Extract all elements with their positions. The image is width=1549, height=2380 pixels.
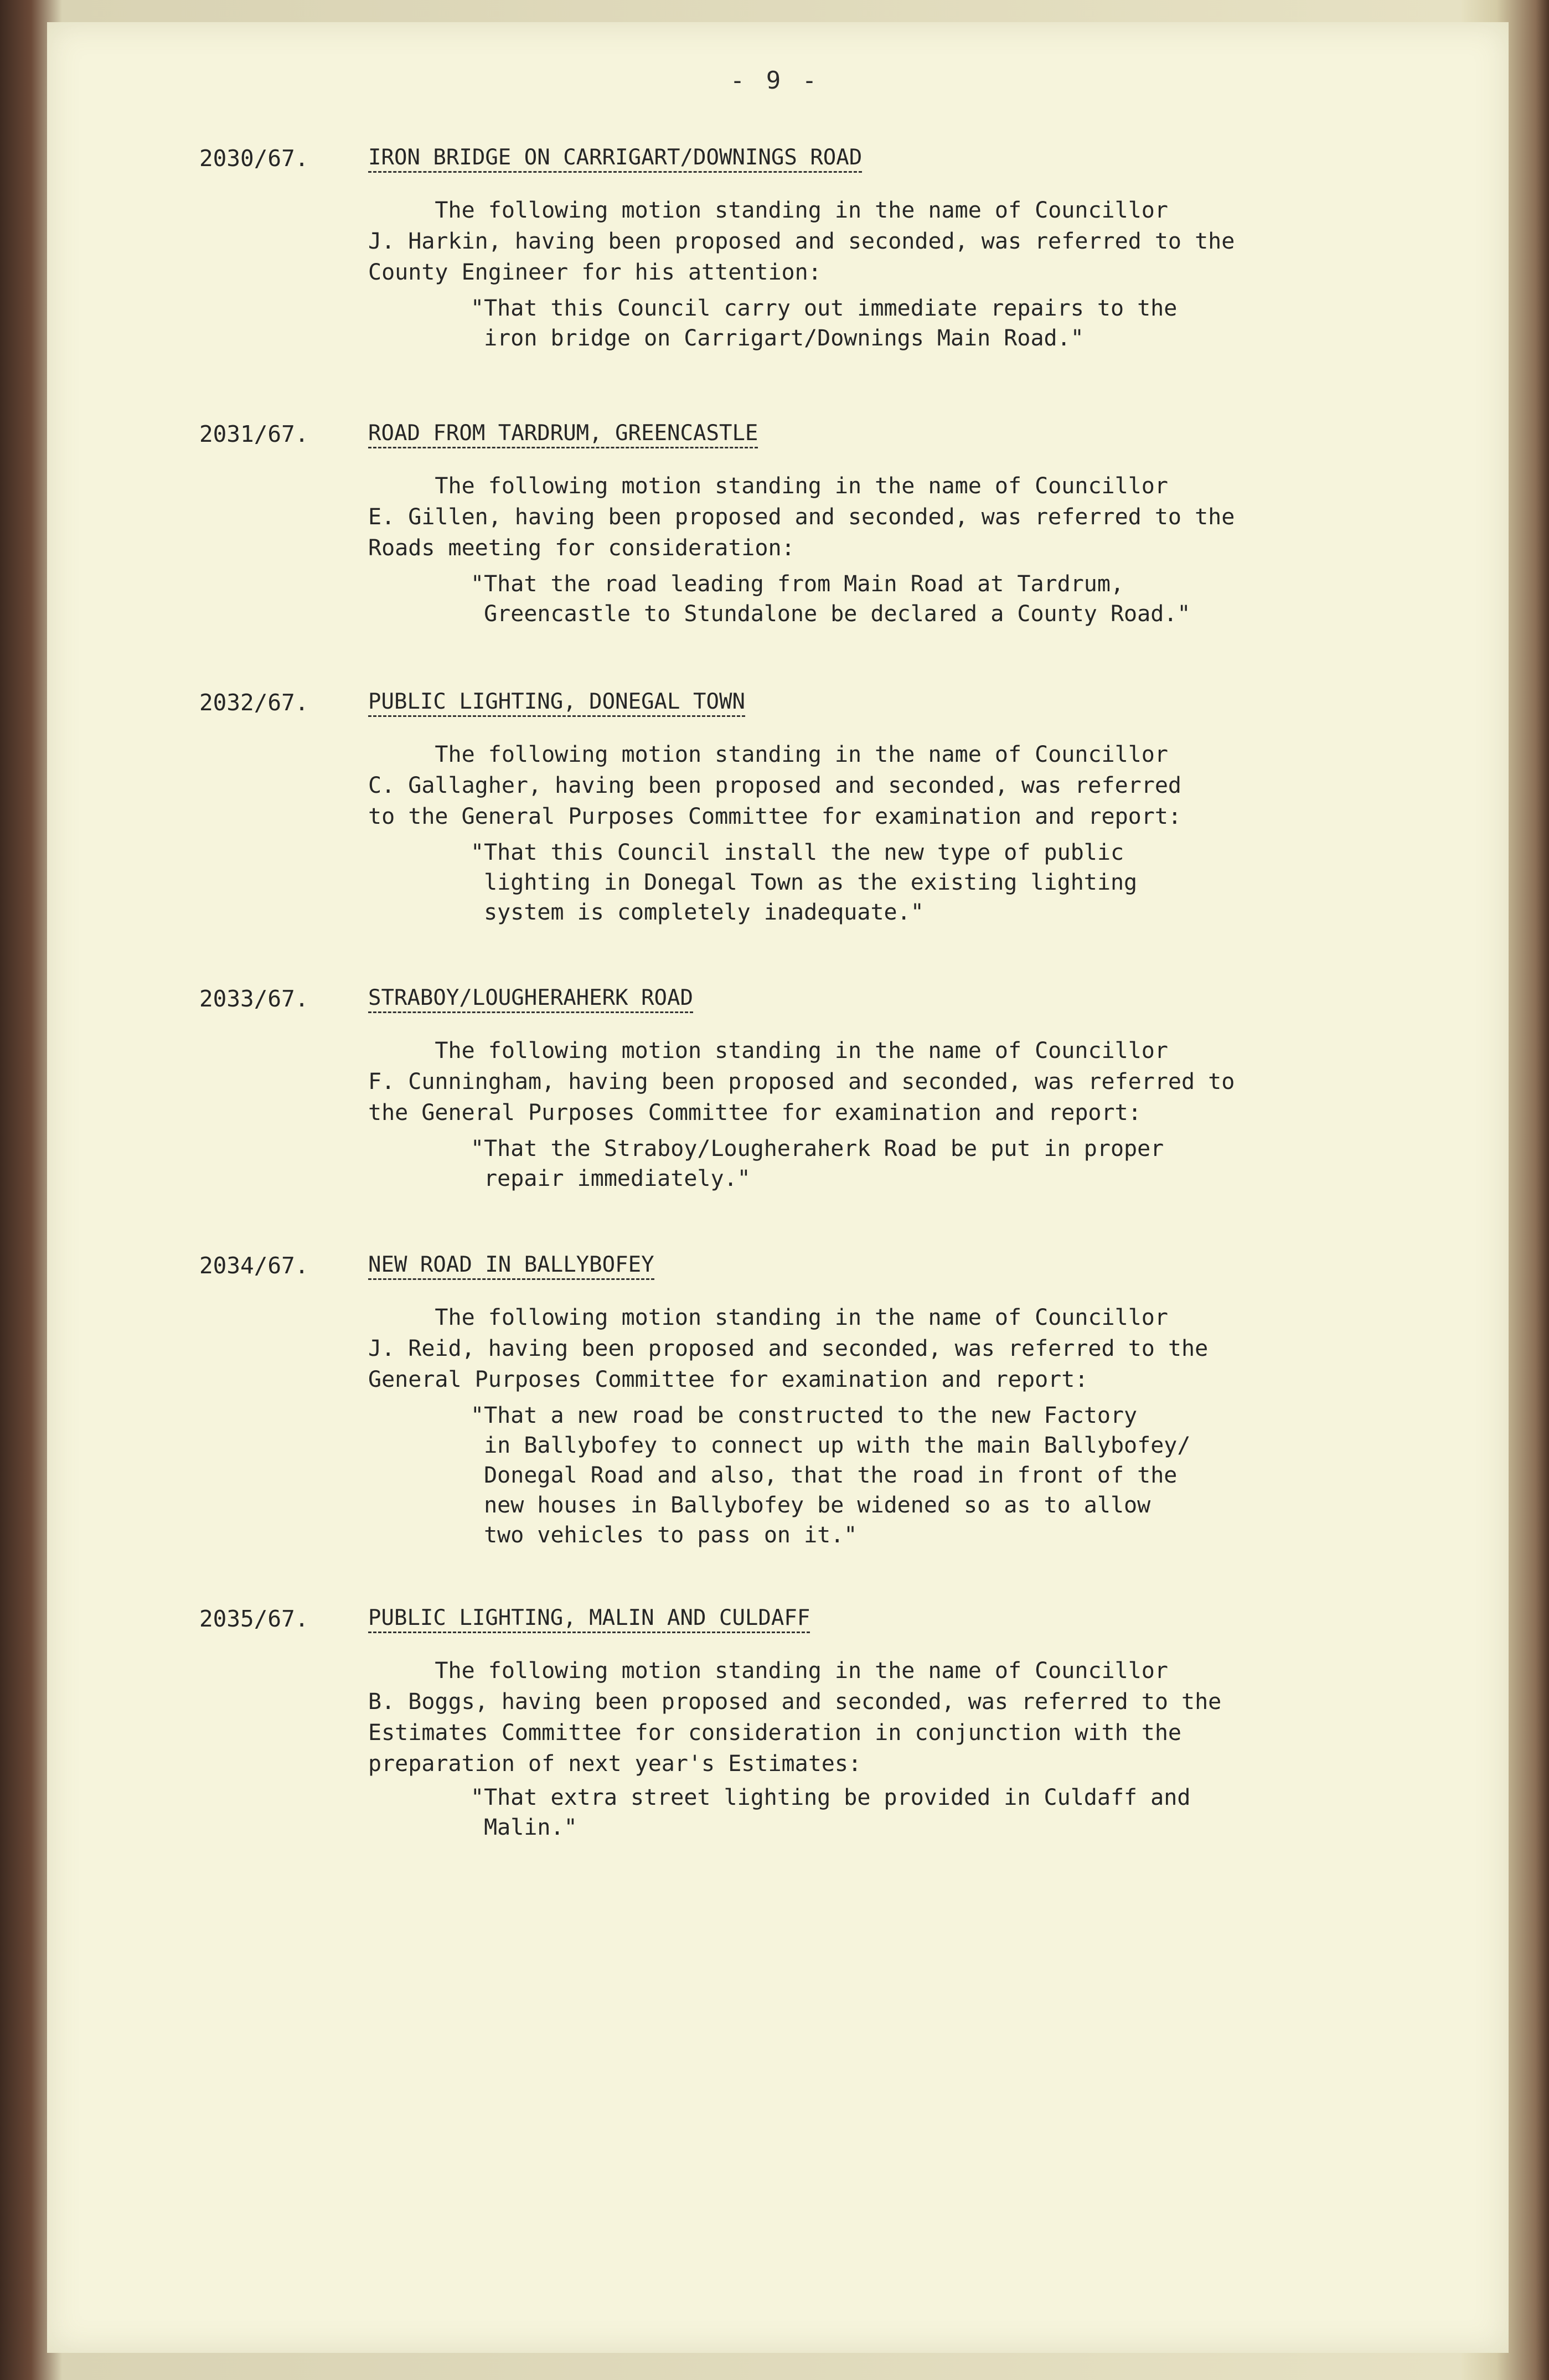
minute-heading: PUBLIC LIGHTING, MALIN AND CULDAFF <box>368 1605 810 1633</box>
minute-paragraph: The following motion standing in the name of Councillor E. Gillen, having been proposed and seconded, was referred to the Roads meeting for consideration: <box>368 473 1235 561</box>
minute-paragraph: The following motion standing in the name of Councillor J. Harkin, having been proposed and seconded, was referred to the County Engineer for his attention: <box>368 198 1235 285</box>
minute-paragraph: The following motion standing in the name of Councillor F. Cunningham, having been proposed and seconded, was referred to the General Purposes Committee for examination and report: <box>368 1038 1235 1126</box>
minute-number: 2035/67. <box>199 1605 309 1632</box>
motion-quote: "That extra street lighting be provided in Culdaff and Malin." <box>471 1785 1191 1840</box>
minute-heading: STRABOY/LOUGHERAHERK ROAD <box>368 985 693 1013</box>
motion-quote: "That the road leading from Main Road at Tardrum, Greencastle to Stundalone be declared a County Road." <box>471 571 1191 627</box>
minute-number: 2030/67. <box>199 145 309 172</box>
minute-paragraph: The following motion standing in the name of Councillor J. Reid, having been proposed and seconded, was referred to the General Purposes Committee for examination and report: <box>368 1305 1209 1392</box>
motion-quote: "That the Straboy/Lougheraherk Road be put in proper repair immediately." <box>471 1136 1164 1191</box>
motion-quote: "That this Council carry out immediate repairs to the iron bridge on Carrigart/Downings Main Road." <box>471 296 1178 351</box>
minute-paragraph: The following motion standing in the name of Councillor C. Gallagher, having been proposed and seconded, was referred to the General Purposes Committee for examination and report: <box>368 742 1182 829</box>
motion-quote: "That a new road be constructed to the new Factory in Ballybofey to connect up with the main Ballybofey/ Donegal Road and also, that the road in front of the new houses in Ballybofey be widened so as to allow two vehicles to pass on it." <box>471 1403 1191 1548</box>
minute-heading: IRON BRIDGE ON CARRIGART/DOWNINGS ROAD <box>368 145 862 173</box>
minute-number: 2033/67. <box>199 985 309 1012</box>
minute-number: 2034/67. <box>199 1252 309 1279</box>
minute-heading: PUBLIC LIGHTING, DONEGAL TOWN <box>368 689 745 717</box>
minute-paragraph: The following motion standing in the name of Councillor B. Boggs, having been proposed and seconded, was referred to the Estimates Committee for consideration in conjunction with the preparation of next year's Estimates: <box>368 1658 1222 1777</box>
page-number: - 9 - <box>730 66 820 95</box>
motion-quote: "That this Council install the new type of public lighting in Donegal Town as the existing lighting system is completely inadequate." <box>471 840 1138 925</box>
minute-heading: ROAD FROM TARDRUM, GREENCASTLE <box>368 421 758 448</box>
minute-heading: NEW ROAD IN BALLYBOFEY <box>368 1252 654 1280</box>
minute-number: 2031/67. <box>199 421 309 447</box>
minute-number: 2032/67. <box>199 689 309 716</box>
